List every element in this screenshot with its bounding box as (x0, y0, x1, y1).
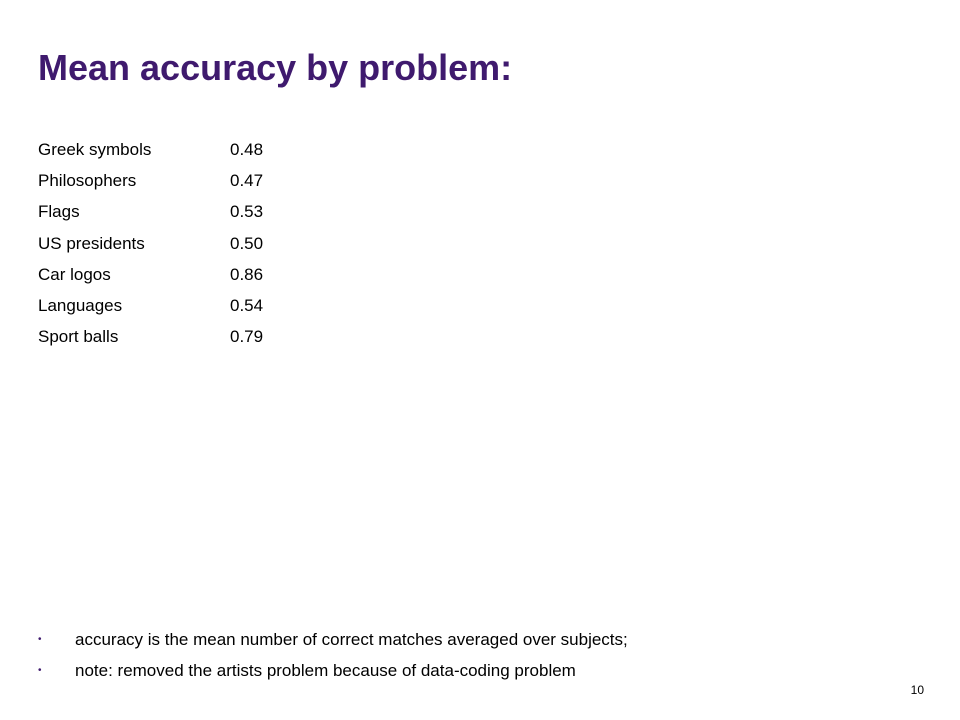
accuracy-value: 0.53 (230, 202, 264, 222)
table-row (38, 197, 263, 228)
problem-name: Languages (38, 296, 123, 316)
bullet-icon: • (38, 634, 42, 645)
problem-name: Philosophers (38, 170, 137, 190)
problem-name: Sport balls (38, 327, 119, 347)
accuracy-table (38, 134, 263, 353)
problem-name: US presidents (38, 233, 145, 253)
accuracy-value: 0.48 (230, 139, 264, 159)
note-text: accuracy is the mean number of correct matches averaged over subjects; (75, 630, 628, 649)
note-text: note: removed the artists problem because of data-coding problem (75, 661, 576, 680)
table-row (38, 290, 263, 321)
table-row (38, 259, 263, 290)
problem-name: Greek symbols (38, 139, 152, 159)
table-row (38, 134, 263, 165)
accuracy-value: 0.50 (230, 233, 264, 253)
slide-title: Mean accuracy by problem: (38, 47, 513, 88)
table-row (38, 228, 263, 259)
problem-name: Flags (38, 202, 80, 222)
problem-name: Car logos (38, 264, 111, 284)
accuracy-value: 0.79 (230, 327, 264, 347)
accuracy-value: 0.54 (230, 296, 264, 316)
table-row (38, 322, 263, 353)
table-row (38, 165, 263, 196)
bullet-icon: • (38, 665, 42, 676)
accuracy-value: 0.86 (230, 264, 264, 284)
notes-list (38, 624, 628, 686)
list-item (38, 655, 628, 686)
list-item (38, 624, 628, 655)
page-number: 10 (910, 683, 924, 697)
accuracy-value: 0.47 (230, 170, 264, 190)
